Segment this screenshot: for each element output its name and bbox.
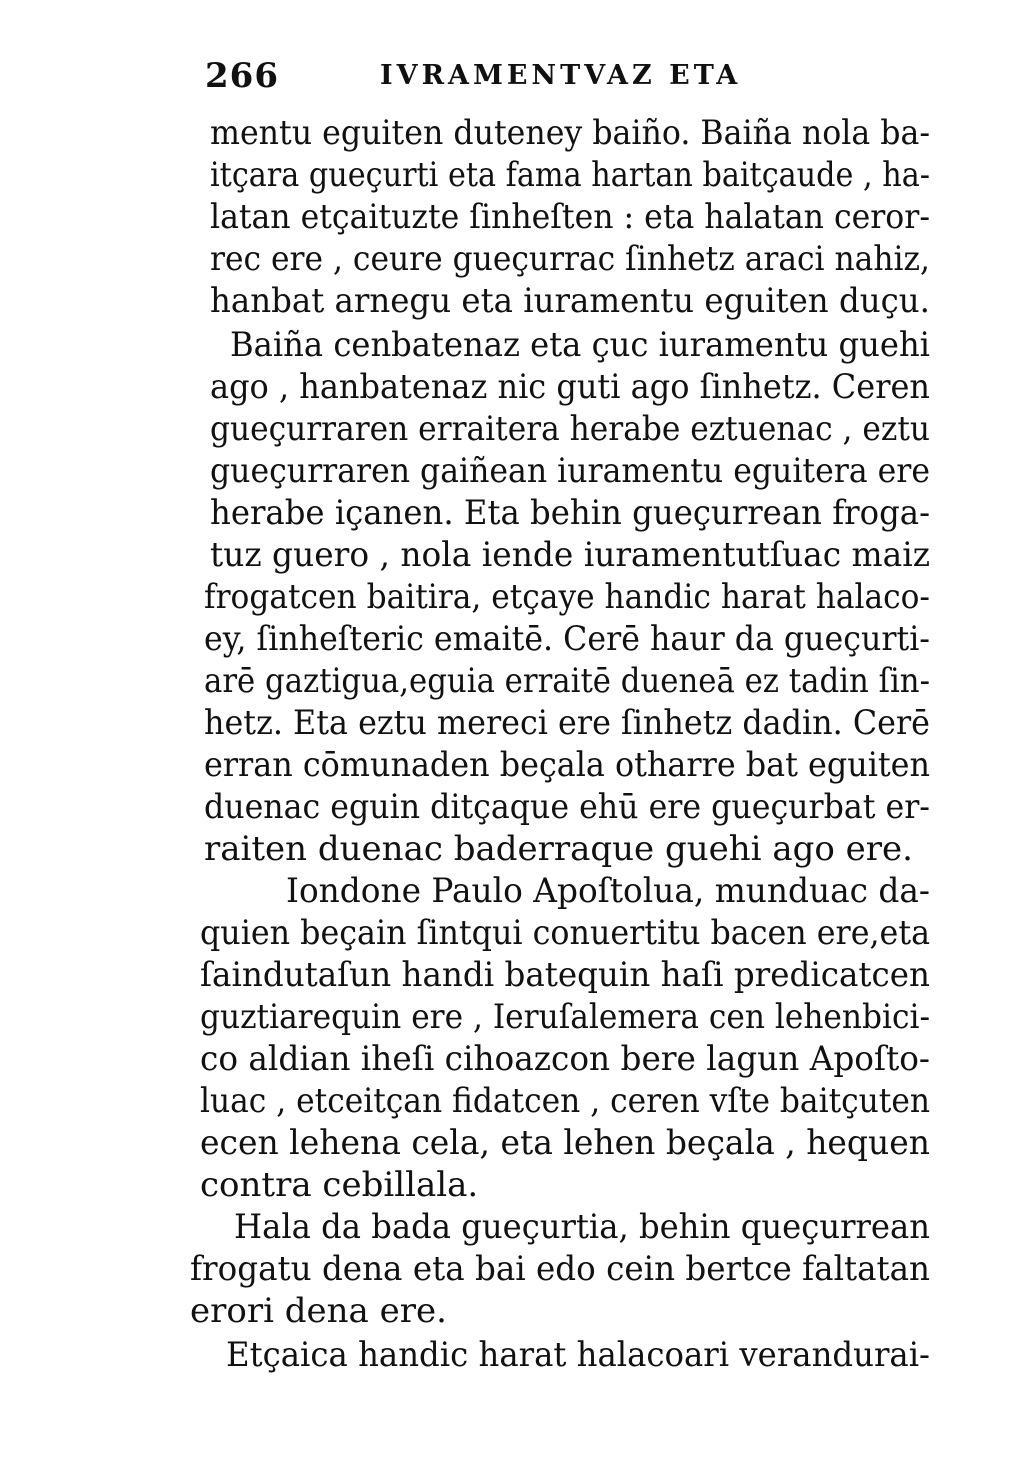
text-line: ey, ſinheſteric emaitē. Cerē haur da gueçurti- — [204, 619, 930, 659]
text-line: ſaindutaſun handi batequin haſi predicatcen — [200, 955, 930, 995]
text-line: Iondone Paulo Apoſtolua, munduac da- — [286, 871, 930, 911]
text-line: Hala da bada gueçurtia, behin queçurrean — [234, 1207, 930, 1247]
text-line: herabe içanen. Eta behin gueçurrean froga- — [210, 493, 930, 533]
text-line: ecen lehena cela, eta lehen beçala , hequen — [200, 1123, 930, 1163]
text-line: erori dena ere. — [190, 1291, 447, 1331]
text-line: gueçurraren erraitera herabe eztuenac , eztu — [210, 409, 930, 449]
text-line: luac , etceitçan fidatcen , ceren vſte baitçuten — [200, 1081, 930, 1121]
text-line: rec ere , ceure gueçurrac ſinhetz araci nahiz, — [210, 239, 930, 279]
text-line: arē gaztigua,eguia erraitē dueneā ez tadin ſin- — [204, 661, 930, 701]
text-line: hanbat arnegu eta iuramentu eguiten duçu. — [210, 281, 930, 321]
text-line: hetz. Eta eztu mereci ere ſinhetz dadin. Cerē — [204, 703, 930, 743]
page-number: 266 — [205, 56, 279, 96]
text-line: duenac eguin ditçaque ehū ere gueçurbat er- — [204, 787, 930, 827]
text-line: guztiarequin ere , Ieruſalemera cen lehenbici- — [200, 997, 930, 1037]
text-line: contra cebillala. — [200, 1165, 479, 1205]
running-head: IVRAMENTVAZ ETA — [380, 60, 742, 91]
text-line: frogatcen baitira, etçaye handic harat halaco- — [204, 577, 930, 617]
text-line: co aldian iheſi cihoazcon bere lagun Apoſto- — [200, 1039, 930, 1079]
text-line: itçara gueçurti eta fama hartan baitçaude , ha- — [210, 155, 930, 195]
text-line: Etçaica handic harat halacoari verandurai- — [226, 1335, 930, 1375]
text-line: Baiña cenbatenaz eta çuc iuramentu guehi — [230, 325, 930, 365]
text-line: ago , hanbatenaz nic guti ago ſinhetz. Ceren — [210, 367, 930, 407]
text-line: raiten duenac baderraque guehi ago ere. — [204, 829, 913, 869]
text-line: mentu eguiten duteney baiño. Baiña nola ba- — [210, 113, 930, 153]
text-line: gueçurraren gaiñean iuramentu eguitera ere — [210, 451, 930, 491]
text-line: latan etçaituzte ſinheſten : eta halatan ceror- — [210, 197, 930, 237]
text-line: tuz guero , nola iende iuramentutſuac maiz — [210, 535, 930, 575]
page-header — [205, 56, 825, 96]
text-line: erran cōmunaden beçala otharre bat eguiten — [204, 745, 930, 785]
text-line: frogatu dena eta bai edo cein bertce faltatan — [190, 1249, 930, 1289]
text-line: quien beçain ſintqui conuertitu bacen ere,eta — [200, 913, 930, 953]
